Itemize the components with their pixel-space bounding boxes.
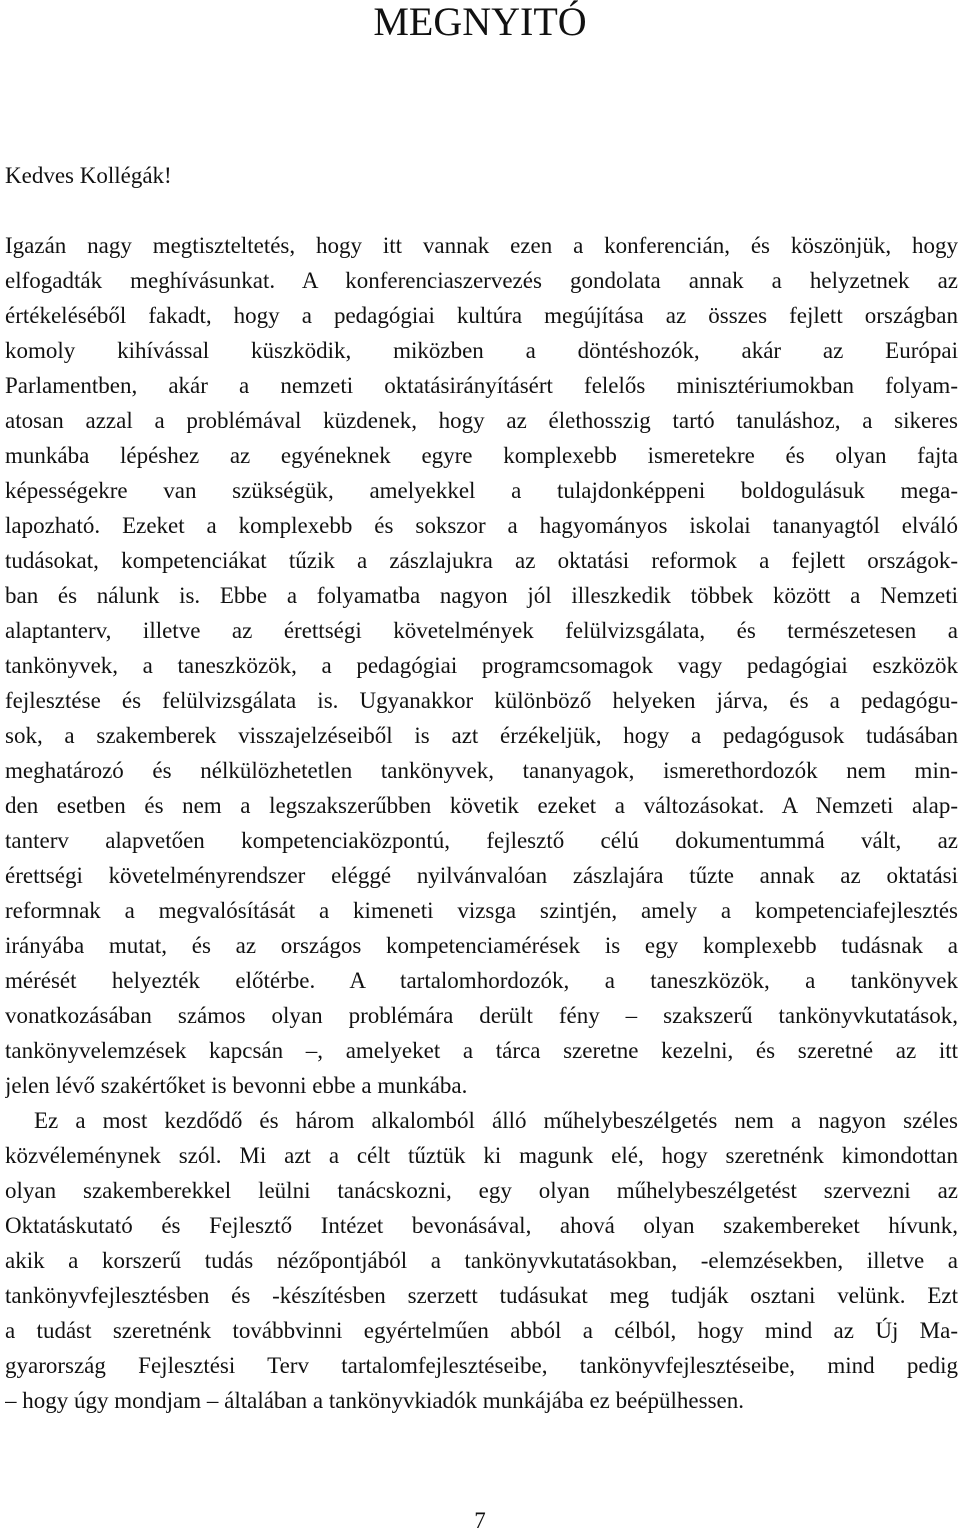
text-line: fejlesztése és felülvizsgálata is. Ugyanakkor különböző helyeken járva, és a pedagógu- bbox=[5, 688, 958, 713]
text-line: tudásokat, kompetenciákat tűzik a zászlajukra az oktatási reformok a fejlett országok- bbox=[5, 548, 958, 573]
text-line: értékeléséből fakadt, hogy a pedagógiai kultúra megújítása az összes fejlett országban bbox=[5, 303, 958, 328]
text-line: közvéleménynek szól. Mi azt a célt tűztük ki magunk elé, hogy szeretnénk kimondottan bbox=[5, 1143, 958, 1168]
text-line: sok, a szakemberek visszajelzéseiből is azt érzékeljük, hogy a pedagógusok tudásában bbox=[5, 723, 958, 748]
text-line: tanterv alapvetően kompetenciaközpontú, fejlesztő célú dokumentummá vált, az bbox=[5, 828, 958, 853]
text-line: ban és nálunk is. Ebbe a folyamatba nagyon jól illeszkedik többek között a Nemzeti bbox=[5, 583, 958, 608]
text-line: jelen lévő szakértőket is bevonni ebbe a munkába. bbox=[5, 1073, 468, 1098]
text-line: Ez a most kezdődő és három alkalomból álló műhelybeszélgetés nem a nagyon széles bbox=[34, 1108, 958, 1133]
body-text bbox=[5, 228, 958, 1418]
text-line: a tudást szeretnénk továbbvinni egyértelműen abból a célból, hogy mind az Új Ma- bbox=[5, 1318, 958, 1343]
text-line: lapozható. Ezeket a komplexebb és sokszor a hagyományos iskolai tananyagtól elváló bbox=[5, 513, 958, 538]
text-line: irányába mutat, és az országos kompetenciamérések is egy komplexebb tudásnak a bbox=[5, 933, 958, 958]
text-line: akik a korszerű tudás nézőpontjából a tankönyvkutatásokban, -elemzésekben, illetve a bbox=[5, 1248, 958, 1273]
text-line: Parlamentben, akár a nemzeti oktatásirányításért felelős minisztériumokban folyam- bbox=[5, 373, 958, 398]
text-line: den esetben és nem a legszakszerűbben követik ezeket a változásokat. A Nemzeti alap- bbox=[5, 793, 958, 818]
page-number: 7 bbox=[474, 1508, 486, 1533]
text-line: tankönyvelemzések kapcsán –, amelyeket a tárca szeretne kezelni, és szeretné az itt bbox=[5, 1038, 958, 1063]
text-line: mérését helyezték előtérbe. A tartalomhordozók, a taneszközök, a tankönyvek bbox=[5, 968, 958, 993]
text-line: Igazán nagy megtiszteltetés, hogy itt vannak ezen a konferencián, és köszönjük, hogy bbox=[5, 233, 958, 258]
text-line: érettségi követelményrendszer eléggé nyilvánvalóan zászlajára tűzte annak az oktatási bbox=[5, 863, 958, 888]
salutation: Kedves Kollégák! bbox=[5, 163, 172, 188]
text-line: – hogy úgy mondjam – általában a tankönyvkiadók munkájába ez beépülhessen. bbox=[5, 1388, 744, 1413]
text-line: munkába lépéshez az egyéneknek egyre komplexebb ismeretekre és olyan fajta bbox=[5, 443, 958, 468]
text-line: képességekre van szükségük, amelyekkel a tulajdonképpeni boldogulásuk mega- bbox=[5, 478, 958, 503]
text-line: vonatkozásában számos olyan problémára derült fény – szakszerű tankönyvkutatások, bbox=[5, 1003, 958, 1028]
text-line: olyan szakemberekkel leülni tanácskozni, egy olyan műhelybeszélgetést szervezni az bbox=[5, 1178, 958, 1203]
text-line: elfogadták meghívásunkat. A konferenciaszervezés gondolata annak a helyzetnek az bbox=[5, 268, 958, 293]
text-line: gyarország Fejlesztési Terv tartalomfejlesztéseibe, tankönyvfejlesztéseibe, mind pedig bbox=[5, 1353, 958, 1378]
text-line: meghatározó és nélkülözhetetlen tankönyvek, tananyagok, ismerethordozók nem min- bbox=[5, 758, 958, 783]
text-line: reformnak a megvalósítását a kimeneti vizsga szintjén, amely a kompetenciafejlesztés bbox=[5, 898, 958, 923]
paragraph-2 bbox=[5, 1103, 958, 1418]
page-title: MEGNYITÓ bbox=[373, 0, 587, 44]
text-line: tankönyvek, a taneszközök, a pedagógiai programcsomagok vagy pedagógiai eszközök bbox=[5, 653, 958, 678]
text-line: alaptanterv, illetve az érettségi követelmények felülvizsgálata, és természetesen a bbox=[5, 618, 958, 643]
text-line: atosan azzal a problémával küzdenek, hogy az élethosszig tartó tanuláshoz, a sikeres bbox=[5, 408, 958, 433]
text-line: komoly kihívással küszködik, miközben a döntéshozók, akár az Európai bbox=[5, 338, 958, 363]
paragraph-1 bbox=[5, 228, 958, 1103]
text-line: Oktatáskutató és Fejlesztő Intézet bevonásával, ahová olyan szakembereket hívunk, bbox=[5, 1213, 958, 1238]
text-line: tankönyvfejlesztésben és -készítésben szerzett tudásukat meg tudják osztani velünk. Ezt bbox=[5, 1283, 958, 1308]
